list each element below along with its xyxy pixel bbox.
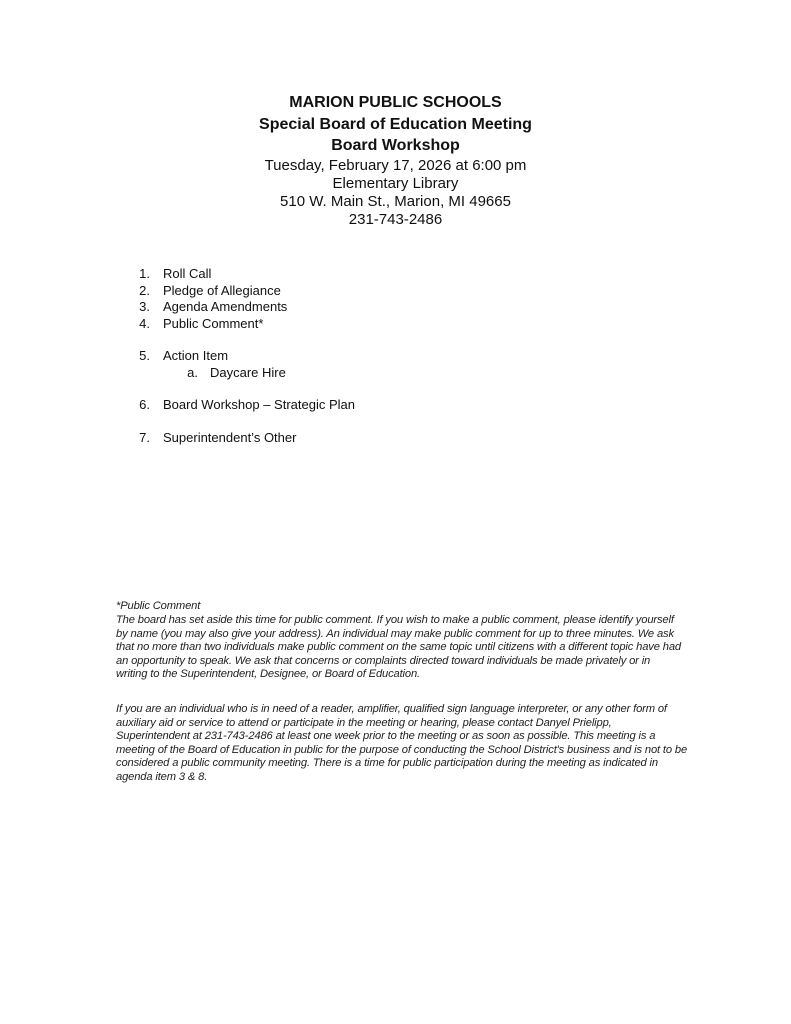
meeting-datetime: Tuesday, February 17, 2026 at 6:00 pm: [264, 157, 527, 174]
footnote-line: If you are an individual who is in need of a reader, amplifier, qualified sign language interpreter, or any other form of: [116, 703, 667, 715]
agenda-item-number: 3.: [139, 299, 150, 314]
agenda-item-label: Roll Call: [163, 266, 212, 281]
footnote-line: by name (you may also give your address). An individual may make public comment for up to three minutes. We ask: [116, 627, 674, 640]
agenda-item-number: a.: [187, 365, 198, 380]
org-name: MARION PUBLIC SCHOOLS: [289, 94, 502, 111]
agenda-item-label: Superintendent’s Other: [163, 430, 297, 445]
agenda-item-number: 5.: [139, 348, 150, 363]
agenda-item-number: 1.: [139, 266, 150, 281]
meeting-location: Elementary Library: [332, 175, 459, 192]
agenda-item-label: Pledge of Allegiance: [163, 283, 281, 298]
meeting-phone: 231-743-2486: [348, 211, 443, 228]
meeting-address: 510 W. Main St., Marion, MI 49665: [280, 193, 511, 210]
meeting-title: Special Board of Education Meeting: [259, 116, 532, 133]
agenda-item-number: 2.: [139, 283, 150, 298]
footnote-line: writing to the Superintendent, Designee, or Board of Education.: [116, 668, 420, 681]
agenda-item-label: Board Workshop – Strategic Plan: [163, 397, 355, 412]
footnote-line: an opportunity to speak. We ask that concerns or complaints directed toward individuals be made privately or in: [116, 654, 651, 667]
footnote-line: Superintendent at 231-743-2486 at least one week prior to the meeting or as soon as possible. This meeting is a: [116, 730, 656, 743]
meeting-subtitle: Board Workshop: [331, 137, 460, 154]
agenda-item-label: Action Item: [163, 348, 229, 363]
agenda-item-label: Daycare Hire: [210, 365, 286, 380]
agenda-item-number: 6.: [139, 397, 150, 412]
footnote-line: that no more than two individuals make public comment on the same topic until citizens with a different topic have had: [116, 641, 681, 654]
footnote-line: considered a public community meeting. There is a time for public participation during the meeting as indicated in: [116, 757, 658, 770]
footnote-line: auxiliary aid or service to attend or participate in the meeting or hearing, please contact Danyel Prielipp,: [116, 716, 612, 729]
footnote-line: meeting of the Board of Education in public for the purpose of conducting the School District's business and is not to be: [116, 743, 688, 756]
footnote-title: *Public Comment: [116, 600, 201, 612]
agenda-item-number: 7.: [139, 430, 150, 445]
footnote-line: agenda item 3 & 8.: [116, 771, 208, 783]
agenda-item-number: 4.: [139, 316, 150, 331]
footnote-line: The board has set aside this time for public comment. If you wish to make a public comment, please identify yourself: [116, 614, 674, 626]
agenda-item-label: Agenda Amendments: [163, 299, 288, 314]
agenda-item-label: Public Comment*: [163, 316, 264, 331]
